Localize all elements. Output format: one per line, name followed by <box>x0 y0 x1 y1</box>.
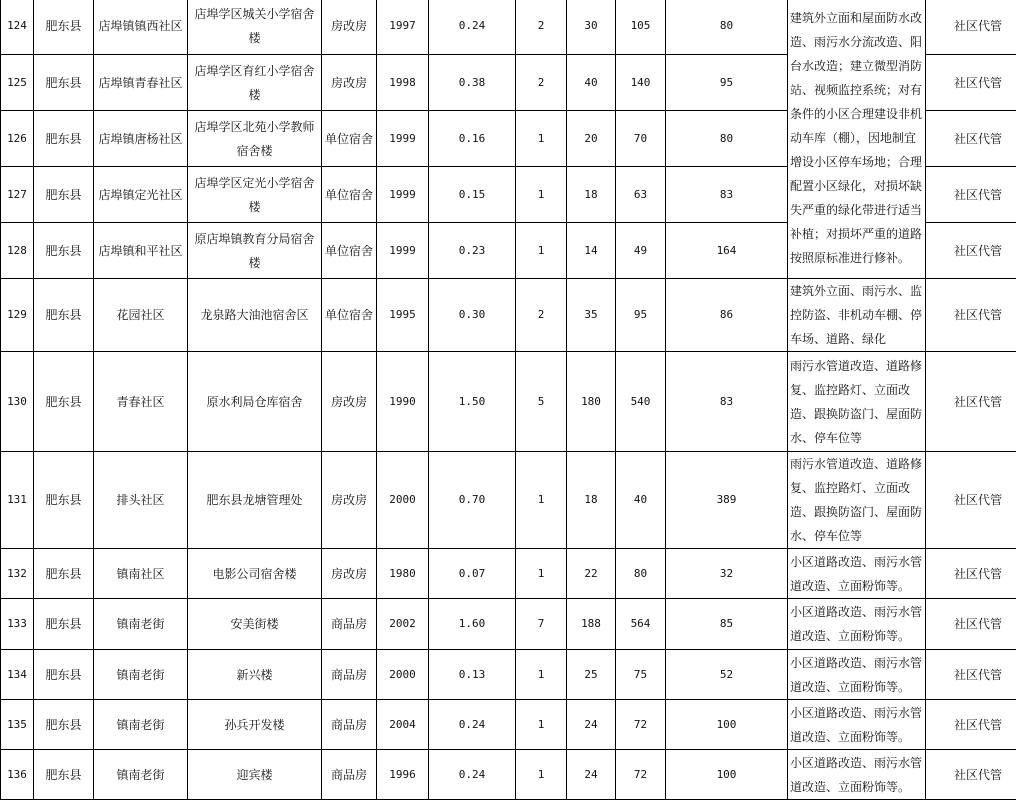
build-year-cell: 1980 <box>377 549 429 599</box>
households-cell: 20 <box>567 111 616 167</box>
population-cell: 72 <box>616 750 666 800</box>
households-cell: 18 <box>567 167 616 223</box>
housing-type-cell: 房改房 <box>322 352 377 452</box>
population-cell: 140 <box>616 55 666 111</box>
households-cell: 22 <box>567 549 616 599</box>
community-cell: 店埠镇定光社区 <box>94 167 188 223</box>
management-cell: 社区代管 <box>926 549 1016 599</box>
row-number: 129 <box>1 279 34 352</box>
build-year-cell: 1999 <box>377 167 429 223</box>
community-cell: 店埠镇唐杨社区 <box>94 111 188 167</box>
description-cell: 小区道路改造、雨污水管道改造、立面粉饰等。 <box>788 650 926 700</box>
management-cell: 社区代管 <box>926 55 1016 111</box>
management-cell: 社区代管 <box>926 223 1016 279</box>
building-count-cell: 1 <box>516 650 567 700</box>
estate-name-cell: 肥东县龙塘管理处 <box>188 452 322 549</box>
community-cell: 店埠镇镇西社区 <box>94 0 188 55</box>
area-cell: 0.16 <box>429 111 516 167</box>
estate-name-cell: 电影公司宿舍楼 <box>188 549 322 599</box>
estate-name-cell: 店埠学区定光小学宿舍楼 <box>188 167 322 223</box>
housing-type-cell: 单位宿舍 <box>322 167 377 223</box>
table-row <box>1 700 1016 750</box>
row-number: 131 <box>1 452 34 549</box>
estate-name-cell: 新兴楼 <box>188 650 322 700</box>
build-year-cell: 1999 <box>377 223 429 279</box>
housing-type-cell: 商品房 <box>322 700 377 750</box>
index-cell: 164 <box>666 223 788 279</box>
index-cell: 100 <box>666 700 788 750</box>
row-number: 124 <box>1 0 34 55</box>
management-cell: 社区代管 <box>926 279 1016 352</box>
index-cell: 100 <box>666 750 788 800</box>
area-cell: 0.24 <box>429 700 516 750</box>
population-cell: 70 <box>616 111 666 167</box>
households-cell: 18 <box>567 452 616 549</box>
building-count-cell: 1 <box>516 111 567 167</box>
estate-name-cell: 原水利局仓库宿舍 <box>188 352 322 452</box>
households-cell: 188 <box>567 599 616 650</box>
community-cell: 店埠镇和平社区 <box>94 223 188 279</box>
population-cell: 80 <box>616 549 666 599</box>
building-count-cell: 1 <box>516 452 567 549</box>
housing-type-cell: 单位宿舍 <box>322 279 377 352</box>
population-cell: 72 <box>616 700 666 750</box>
population-cell: 63 <box>616 167 666 223</box>
county-cell: 肥东县 <box>34 352 94 452</box>
table-row <box>1 452 1016 549</box>
county-cell: 肥东县 <box>34 700 94 750</box>
index-cell: 389 <box>666 452 788 549</box>
population-cell: 49 <box>616 223 666 279</box>
households-cell: 14 <box>567 223 616 279</box>
table-row <box>1 0 1016 55</box>
row-number: 125 <box>1 55 34 111</box>
households-cell: 40 <box>567 55 616 111</box>
housing-type-cell: 单位宿舍 <box>322 223 377 279</box>
area-cell: 0.30 <box>429 279 516 352</box>
management-cell: 社区代管 <box>926 599 1016 650</box>
county-cell: 肥东县 <box>34 111 94 167</box>
area-cell: 0.23 <box>429 223 516 279</box>
management-cell: 社区代管 <box>926 0 1016 55</box>
description-cell: 雨污水管道改造、道路修复、监控路灯、立面改造、跟换防盗门、屋面防水、停车位等 <box>788 452 926 549</box>
building-count-cell: 1 <box>516 750 567 800</box>
community-cell: 镇南老街 <box>94 750 188 800</box>
housing-type-cell: 房改房 <box>322 549 377 599</box>
table-row <box>1 279 1016 352</box>
households-cell: 30 <box>567 0 616 55</box>
management-cell: 社区代管 <box>926 650 1016 700</box>
index-cell: 80 <box>666 111 788 167</box>
community-cell: 店埠镇青春社区 <box>94 55 188 111</box>
index-cell: 86 <box>666 279 788 352</box>
row-number: 134 <box>1 650 34 700</box>
build-year-cell: 1996 <box>377 750 429 800</box>
households-cell: 180 <box>567 352 616 452</box>
index-cell: 83 <box>666 167 788 223</box>
build-year-cell: 1998 <box>377 55 429 111</box>
estate-name-cell: 迎宾楼 <box>188 750 322 800</box>
households-cell: 25 <box>567 650 616 700</box>
index-cell: 52 <box>666 650 788 700</box>
table-row <box>1 650 1016 700</box>
row-number: 136 <box>1 750 34 800</box>
building-count-cell: 2 <box>516 0 567 55</box>
housing-type-cell: 商品房 <box>322 650 377 700</box>
row-number: 133 <box>1 599 34 650</box>
management-cell: 社区代管 <box>926 452 1016 549</box>
table-row <box>1 352 1016 452</box>
households-cell: 35 <box>567 279 616 352</box>
index-cell: 80 <box>666 0 788 55</box>
population-cell: 40 <box>616 452 666 549</box>
community-cell: 镇南老街 <box>94 650 188 700</box>
area-cell: 0.07 <box>429 549 516 599</box>
description-cell: 小区道路改造、雨污水管道改造、立面粉饰等。 <box>788 549 926 599</box>
county-cell: 肥东县 <box>34 279 94 352</box>
building-count-cell: 5 <box>516 352 567 452</box>
community-cell: 青春社区 <box>94 352 188 452</box>
county-cell: 肥东县 <box>34 0 94 55</box>
building-count-cell: 1 <box>516 223 567 279</box>
population-cell: 75 <box>616 650 666 700</box>
county-cell: 肥东县 <box>34 650 94 700</box>
description-cell: 雨污水管道改造、道路修复、监控路灯、立面改造、跟换防盗门、屋面防水、停车位等 <box>788 352 926 452</box>
row-number: 128 <box>1 223 34 279</box>
build-year-cell: 2002 <box>377 599 429 650</box>
build-year-cell: 1990 <box>377 352 429 452</box>
estate-name-cell: 店埠学区北苑小学教师宿舍楼 <box>188 111 322 167</box>
index-cell: 83 <box>666 352 788 452</box>
description-cell: 小区道路改造、雨污水管道改造、立面粉饰等。 <box>788 700 926 750</box>
build-year-cell: 2004 <box>377 700 429 750</box>
community-cell: 镇南老街 <box>94 599 188 650</box>
building-count-cell: 1 <box>516 167 567 223</box>
table-row <box>1 750 1016 800</box>
county-cell: 肥东县 <box>34 599 94 650</box>
build-year-cell: 1997 <box>377 0 429 55</box>
index-cell: 85 <box>666 599 788 650</box>
row-number: 132 <box>1 549 34 599</box>
area-cell: 0.24 <box>429 750 516 800</box>
community-cell: 镇南老街 <box>94 700 188 750</box>
county-cell: 肥东县 <box>34 223 94 279</box>
area-cell: 0.24 <box>429 0 516 55</box>
building-count-cell: 1 <box>516 549 567 599</box>
building-count-cell: 7 <box>516 599 567 650</box>
building-count-cell: 1 <box>516 700 567 750</box>
households-cell: 24 <box>567 700 616 750</box>
population-cell: 95 <box>616 279 666 352</box>
housing-type-cell: 商品房 <box>322 750 377 800</box>
estate-name-cell: 原店埠镇教育分局宿舍楼 <box>188 223 322 279</box>
households-cell: 24 <box>567 750 616 800</box>
population-cell: 105 <box>616 0 666 55</box>
build-year-cell: 1999 <box>377 111 429 167</box>
building-count-cell: 2 <box>516 55 567 111</box>
community-cell: 花园社区 <box>94 279 188 352</box>
description-cell: 建筑外立面、雨污水、监控防盗、非机动车棚、停车场、道路、绿化 <box>788 279 926 352</box>
table-row <box>1 549 1016 599</box>
county-cell: 肥东县 <box>34 549 94 599</box>
housing-type-cell: 房改房 <box>322 0 377 55</box>
description-cell: 小区道路改造、雨污水管道改造、立面粉饰等。 <box>788 750 926 800</box>
county-cell: 肥东县 <box>34 167 94 223</box>
management-cell: 社区代管 <box>926 167 1016 223</box>
management-cell: 社区代管 <box>926 700 1016 750</box>
area-cell: 0.38 <box>429 55 516 111</box>
build-year-cell: 2000 <box>377 650 429 700</box>
estate-name-cell: 龙泉路大油池宿舍区 <box>188 279 322 352</box>
housing-type-cell: 单位宿舍 <box>322 111 377 167</box>
estate-name-cell: 店埠学区育红小学宿舍楼 <box>188 55 322 111</box>
row-number: 135 <box>1 700 34 750</box>
housing-type-cell: 商品房 <box>322 599 377 650</box>
housing-type-cell: 房改房 <box>322 452 377 549</box>
management-cell: 社区代管 <box>926 111 1016 167</box>
building-count-cell: 2 <box>516 279 567 352</box>
housing-type-cell: 房改房 <box>322 55 377 111</box>
estate-name-cell: 孙兵开发楼 <box>188 700 322 750</box>
estate-name-cell: 店埠学区城关小学宿舍楼 <box>188 0 322 55</box>
population-cell: 564 <box>616 599 666 650</box>
population-cell: 540 <box>616 352 666 452</box>
area-cell: 1.50 <box>429 352 516 452</box>
county-cell: 肥东县 <box>34 452 94 549</box>
index-cell: 95 <box>666 55 788 111</box>
county-cell: 肥东县 <box>34 55 94 111</box>
row-number: 127 <box>1 167 34 223</box>
community-cell: 排头社区 <box>94 452 188 549</box>
management-cell: 社区代管 <box>926 750 1016 800</box>
area-cell: 1.60 <box>429 599 516 650</box>
merged-description-cell: 建筑外立面和屋面防水改造、雨污水分流改造、阳台水改造；建立微型消防站、视频监控系统；对有条件的小区合理建设非机动车库（棚），因地制宜增设小区停车场地；合理配置小区绿化，对损坏缺失严重的绿化带进行适当补植；对损坏严重的道路按照原标准进行修补。 <box>788 0 926 279</box>
row-number: 130 <box>1 352 34 452</box>
county-cell: 肥东县 <box>34 750 94 800</box>
table-row <box>1 599 1016 650</box>
description-cell: 小区道路改造、雨污水管道改造、立面粉饰等。 <box>788 599 926 650</box>
index-cell: 32 <box>666 549 788 599</box>
area-cell: 0.15 <box>429 167 516 223</box>
management-cell: 社区代管 <box>926 352 1016 452</box>
area-cell: 0.70 <box>429 452 516 549</box>
row-number: 126 <box>1 111 34 167</box>
estate-name-cell: 安美街楼 <box>188 599 322 650</box>
build-year-cell: 2000 <box>377 452 429 549</box>
community-cell: 镇南社区 <box>94 549 188 599</box>
area-cell: 0.13 <box>429 650 516 700</box>
build-year-cell: 1995 <box>377 279 429 352</box>
